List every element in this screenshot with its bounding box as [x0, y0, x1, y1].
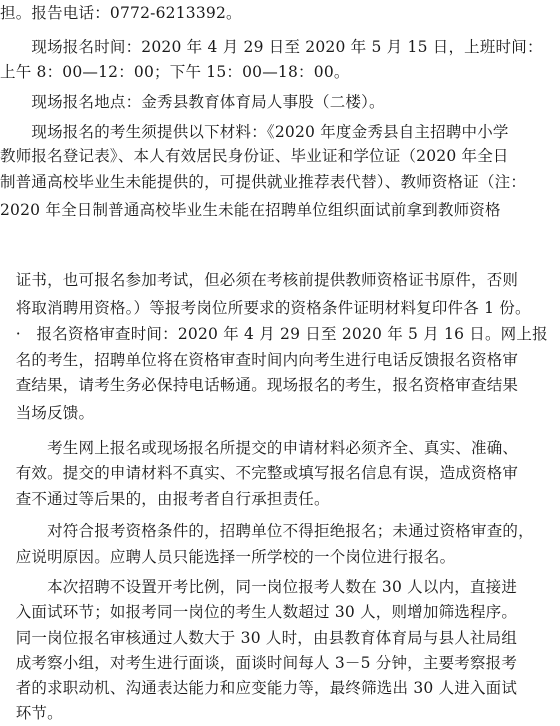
text-line: 查结果，请考生务必保持电话畅通。现场报名的考生，报名资格审查结果: [0, 376, 519, 394]
text-line: 2020 年全日制普通高校毕业生未能在招聘单位组织面试前拿到教师资格: [0, 201, 501, 219]
text-line: 成考察小组，对考生进行面谈，面谈时间每人 3－5 分钟，主要考察报考: [0, 654, 518, 672]
text-line: · 报名资格审查时间：2020 年 4 月 29 日至 2020 年 5 月 16 日。网上报: [0, 325, 548, 343]
text-line: 应说明原因。应聘人员只能选择一所学校的一个岗位进行报名。: [0, 548, 456, 566]
text-line: 入面试环节；如报考同一岗位的考生人数超过 30 人，则增加筛选程序。: [0, 603, 518, 621]
text-line: 现场报名的考生须提供以下材料：《2020 年度金秀县自主招聘中小学: [0, 123, 509, 141]
text-line: 上午 8：00—12：00；下午 15：00—18：00。: [0, 63, 350, 81]
text-line: 担。报告电话：0772-6213392。: [0, 4, 242, 22]
text-line: 现场报名时间：2020 年 4 月 29 日至 2020 年 5 月 15 日，上班时间：: [0, 38, 543, 56]
text-line: 对符合报考资格条件的，招聘单位不得拒绝报名；未通过资格审查的，: [0, 522, 534, 540]
text-line: 现场报名地点：金秀县教育体育局人事股（二楼）。: [0, 93, 385, 111]
text-line: 有效。提交的申请材料不真实、不完整或填写报名信息有误，造成资格审: [0, 464, 519, 482]
text-line: 将取消聘用资格。）等报考岗位所要求的资格条件证明材料复印件各 1 份。: [0, 299, 531, 317]
text-line: 名的考生，招聘单位将在资格审查时间内向考生进行电话反馈报名资格审: [0, 351, 519, 369]
text-line: 当场反馈。: [0, 404, 95, 422]
text-line: 证书，也可报名参加考试，但必须在考核前提供教师资格证书原件，否则: [0, 271, 519, 289]
text-line: 同一岗位报名审核通过人数大于 30 人时，由县教育体育局与县人社局组: [0, 629, 518, 647]
text-line: 考生网上报名或现场报名所提交的申请材料必须齐全、真实、准确、: [0, 439, 519, 457]
text-line: 本次招聘不设置开考比例，同一岗位报考人数在 30 人以内，直接进: [0, 578, 518, 596]
text-line: 教师报名登记表》、本人有效居民身份证、毕业证和学位证（2020 年全日: [0, 147, 509, 165]
text-line: 查不通过等后果的，由报考者自行承担责任。: [0, 490, 330, 508]
text-line: 者的求职动机、沟通表达能力和应变能力等，最终筛选出 30 人进入面试: [0, 679, 518, 697]
text-line: 制普通高校毕业生未能提供的，可提供就业推荐表代替）、教师资格证（注：: [0, 173, 527, 191]
text-line: 环节。: [0, 704, 63, 722]
